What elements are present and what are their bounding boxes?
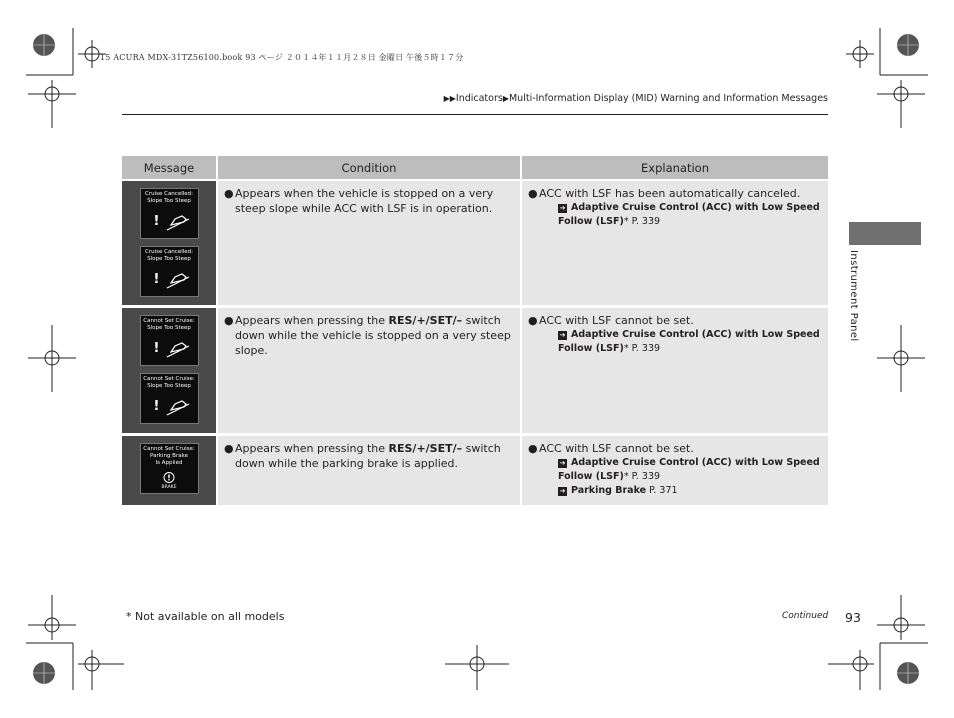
breadcrumb [444, 93, 828, 104]
condition-text: Appears when pressing the RES/+/SET/– switch down while the vehicle is stopped on a very steep slope. [235, 314, 511, 357]
svg-text:!: ! [166, 473, 171, 483]
bullet: ● [224, 442, 234, 455]
table-row [122, 180, 828, 307]
bullet: ● [224, 314, 234, 327]
car-on-slope-icon [166, 340, 190, 358]
bullet: ● [224, 187, 234, 200]
display-screen [140, 373, 199, 424]
message-cell [122, 435, 217, 507]
continued-label: Continued [782, 611, 829, 621]
message-cell [122, 180, 217, 307]
reference-arrow-icon: ➔ [559, 487, 566, 495]
condition-text: Appears when pressing the RES/+/SET/– switch down while the parking brake is applied. [235, 442, 501, 470]
condition-cell [217, 307, 521, 435]
breadcrumb-separator: ▶ [502, 94, 509, 103]
breadcrumb-subsection[interactable]: Multi-Information Display (MID) Warning and Information Messages [508, 93, 828, 104]
screen-text: Cannot Set Cruise: Slope Too Steep [143, 318, 195, 331]
bullet: ● [528, 314, 538, 327]
warning-icon: ! [153, 341, 160, 356]
car-on-slope-icon [166, 398, 190, 416]
table-row [122, 435, 828, 507]
explanation-cell [521, 180, 828, 307]
header-rule [122, 114, 828, 115]
display-screen [140, 246, 199, 297]
page-number: 93 [845, 610, 861, 625]
explanation-text: ACC with LSF cannot be set. [539, 314, 694, 327]
breadcrumb-section[interactable]: Indicators [455, 93, 503, 104]
cross-reference-link[interactable]: ➔ Adaptive Cruise Control (ACC) with Low Speed Follow (LSF)* P. 339 [558, 329, 820, 354]
cross-reference-link[interactable]: ➔ Adaptive Cruise Control (ACC) with Low Speed Follow (LSF)* P. 339 [558, 202, 820, 227]
reference-arrow-icon: ➔ [559, 331, 566, 339]
bullet: ● [528, 442, 538, 455]
table-row [122, 307, 828, 435]
footnote: * Not available on all models [126, 610, 285, 623]
header-explanation: Explanation [521, 156, 828, 180]
bullet: ● [528, 187, 538, 200]
side-tab [849, 222, 921, 245]
display-screen [140, 188, 199, 239]
reference-arrow-icon: ➔ [559, 459, 566, 467]
header-condition: Condition [217, 156, 521, 180]
warning-icon: ! [153, 214, 160, 229]
side-tab-label: Instrument Panel [848, 250, 859, 342]
brake-label: BRAKE [161, 485, 177, 490]
car-on-slope-icon [166, 213, 190, 231]
display-screen [140, 315, 199, 366]
condition-text: Appears when the vehicle is stopped on a very steep slope while ACC with LSF is in operation. [235, 187, 494, 215]
messages-table [122, 156, 828, 508]
screen-text: Cruise Cancelled: Slope Too Steep [144, 249, 193, 262]
screen-text: Cannot Set Cruise: Parking Brake Is Applied [143, 446, 195, 466]
breadcrumb-arrow: ▶▶ [443, 94, 456, 103]
screen-text: Cannot Set Cruise: Slope Too Steep [143, 376, 195, 389]
cross-reference-link[interactable]: ➔ Adaptive Cruise Control (ACC) with Low Speed Follow (LSF)* P. 339 [558, 457, 820, 482]
table-header-row [122, 156, 828, 180]
cross-reference-link[interactable]: ➔ Parking Brake P. 371 [559, 485, 678, 496]
display-screen [140, 443, 199, 494]
brake-icon [161, 471, 177, 484]
warning-icon: ! [153, 272, 160, 287]
header-message: Message [122, 156, 217, 180]
condition-cell [217, 435, 521, 507]
condition-cell [217, 180, 521, 307]
explanation-text: ACC with LSF cannot be set. [539, 442, 694, 455]
print-info-line: 15 ACURA MDX-31TZ56100.book 93 ページ ２０１４年１１月２８日 金曜日 午後５時１７分 [100, 53, 464, 62]
car-on-slope-icon [166, 271, 190, 289]
explanation-text: ACC with LSF has been automatically canceled. [539, 187, 801, 200]
warning-icon: ! [153, 399, 160, 414]
explanation-cell [521, 307, 828, 435]
screen-text: Cruise Cancelled: Slope Too Steep [144, 191, 193, 204]
message-cell [122, 307, 217, 435]
explanation-cell [521, 435, 828, 507]
reference-arrow-icon: ➔ [559, 204, 566, 212]
